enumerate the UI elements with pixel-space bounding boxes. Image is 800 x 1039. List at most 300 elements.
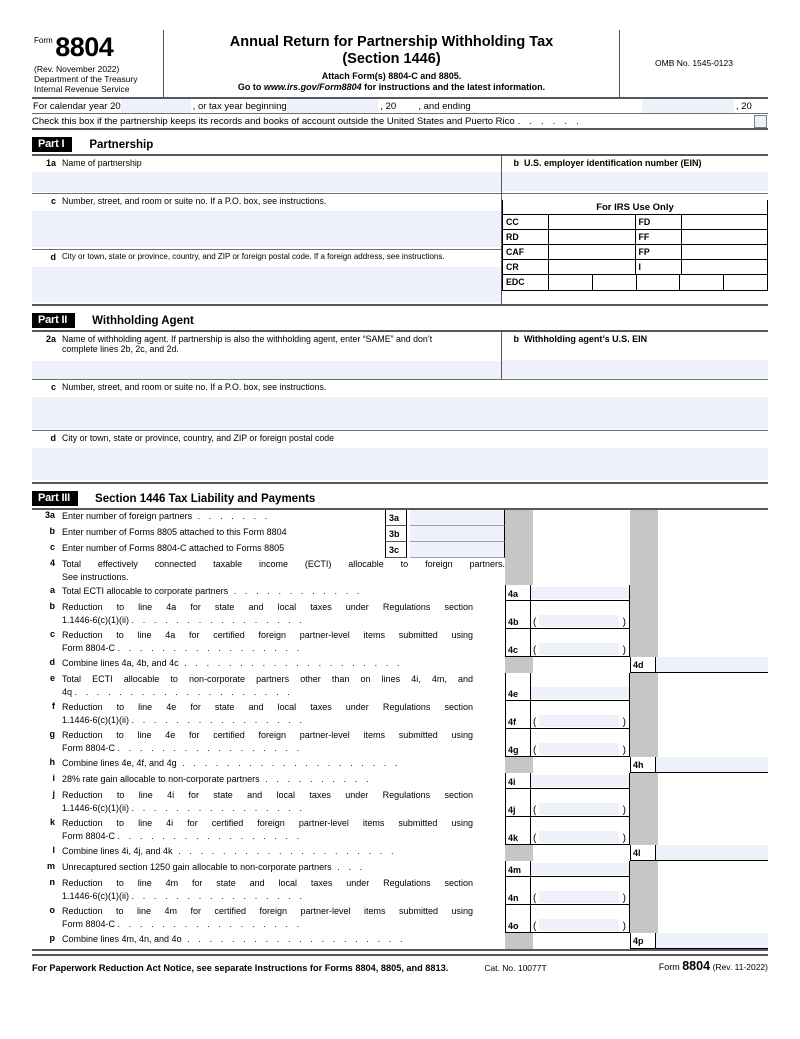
line-2c-number: c: [50, 382, 56, 393]
part-3-line-row: [32, 773, 768, 789]
paren-close: ): [622, 921, 626, 933]
part-3-line-row: [32, 701, 768, 729]
leader-dots: . . . . . . . . . . . . . . . . .: [117, 642, 303, 653]
part-3-line-row: [32, 877, 768, 905]
line-text: [62, 542, 385, 558]
line-1d-caption: City or town, state or province, country, and ZIP or foreign postal code. If a foreign address, see instructions.: [62, 252, 445, 262]
amount-cell: [531, 773, 630, 789]
amount-cell: [531, 729, 630, 757]
part-3-line-row: [32, 817, 768, 845]
line-description: [32, 933, 473, 949]
line-1c-input[interactable]: [32, 211, 501, 247]
form-header: [32, 30, 768, 99]
goto-note: [170, 82, 613, 92]
form-title-line-1: Annual Return for Partnership Withholding Tax: [229, 34, 554, 50]
part-1-header: [32, 137, 768, 152]
line-text: [62, 757, 473, 773]
omb-block: [620, 30, 768, 97]
line-description: [32, 629, 473, 657]
irs-row-edc: [503, 275, 767, 290]
line-1b-caption: U.S. employer identification number (EIN): [524, 158, 702, 169]
line-text: [62, 789, 473, 817]
leader-dots: . . . . . . . . . . . . . . . .: [131, 802, 306, 813]
irs-edc-cell[interactable]: [724, 275, 767, 290]
part-1-tag: Part I: [32, 137, 72, 152]
form-title-line-2: (Section 1446): [342, 50, 441, 67]
amount-cell: [531, 673, 630, 701]
paren-open: (: [533, 617, 537, 629]
part-1-left-column: [32, 156, 502, 304]
part-3-line-row: [32, 542, 768, 558]
part-3-header: [32, 491, 768, 506]
line-1c-number: c: [50, 196, 56, 207]
line-description: [32, 877, 473, 905]
line-text: [62, 773, 473, 789]
line-text: [62, 558, 505, 585]
paren-open: (: [533, 717, 537, 729]
amount-input[interactable]: [539, 743, 619, 755]
amount-line-label: 4j: [505, 789, 531, 817]
line-1b-input[interactable]: [502, 172, 768, 191]
amount-input[interactable]: [656, 845, 768, 861]
paren-open: (: [533, 921, 537, 933]
line-number: 3a: [44, 510, 55, 521]
irs-edc-cell[interactable]: [680, 275, 724, 290]
part-3-line-rows: [32, 510, 768, 949]
amount-line-label: 4f: [505, 701, 531, 729]
part-3-line-row: [32, 585, 768, 601]
begin-year-suffix: , 20: [380, 100, 397, 112]
amount-line-label: 4a: [505, 585, 531, 601]
form-number: 8804: [55, 32, 114, 62]
line-text: [62, 845, 473, 861]
part-2-title: Withholding Agent: [92, 314, 194, 327]
line-description: [32, 601, 473, 629]
irs-use-only-box: [502, 200, 768, 291]
form-footer: [32, 954, 768, 973]
line-number: d: [49, 657, 55, 668]
amount-input[interactable]: [410, 510, 505, 526]
attach-note: Attach Form(s) 8804-C and 8805.: [321, 71, 462, 82]
goto-prefix: Go to: [237, 82, 264, 93]
line-text-part: Combine lines 4e, 4f, and 4g: [62, 758, 177, 769]
line-number: c: [49, 629, 55, 640]
line-text-part: 1.1446-6(c)(1)(ii) . . . . . . . . . . . . . . . .: [62, 714, 306, 725]
amount-input[interactable]: [539, 615, 619, 627]
line-text-part: Total effectively connected taxable income (ECTI) allocable to foreign partners.: [62, 559, 505, 570]
dept-line-2: Internal Revenue Service: [34, 83, 130, 94]
line-description: [32, 657, 473, 673]
line-text-part: 1.1446-6(c)(1)(ii) . . . . . . . . . . . . . . . .: [62, 890, 306, 901]
irs-label-fd: FD: [636, 215, 682, 229]
amount-input[interactable]: [539, 643, 619, 655]
line-text-part: Form 8804-C . . . . . . . . . . . . . . . . .: [62, 642, 303, 653]
line-text: [62, 601, 473, 629]
line-description: [32, 729, 473, 757]
paren-close: ): [622, 833, 626, 845]
paperwork-notice: For Paperwork Reduction Act Notice, see separate Instructions for Forms 8804, 8805, and 8813.: [32, 963, 449, 974]
irs-label-edc: EDC: [503, 275, 549, 290]
line-text-part: Combine lines 4i, 4j, and 4k: [62, 846, 173, 857]
amount-line-label: 4g: [505, 729, 531, 757]
line-text: [62, 673, 473, 701]
line-text-part: Enter number of Forms 8804-C attached to Forms 8805: [62, 543, 285, 554]
tax-year-row: [32, 99, 768, 114]
amount-input[interactable]: [656, 757, 768, 773]
line-number: o: [49, 905, 55, 916]
goto-suffix: for instructions and the latest information.: [361, 82, 546, 93]
irs-edc-cell[interactable]: [593, 275, 637, 290]
paren-open: (: [533, 893, 537, 905]
line-number: g: [49, 729, 55, 740]
part-2-header: [32, 313, 768, 328]
part-1-table: [32, 154, 768, 306]
amount-line-label: 4k: [505, 817, 531, 845]
irs-input-i[interactable]: [682, 260, 768, 274]
line-number: e: [49, 673, 55, 684]
leader-dots: . . . . . . . . . . . . . . . .: [131, 714, 306, 725]
amount-line-label: 4d: [630, 657, 656, 673]
amount-input[interactable]: [539, 831, 619, 843]
line-description: [32, 585, 473, 601]
amount-input[interactable]: [539, 919, 619, 931]
footer-form-id: [659, 959, 768, 973]
amount-input[interactable]: [410, 526, 505, 542]
paren-open: (: [533, 745, 537, 757]
leader-dots: . . . . . . . . . . . . . . . .: [131, 614, 306, 625]
line-text-part: Form 8804-C . . . . . . . . . . . . . . . . .: [62, 742, 303, 753]
tax-year-ending-input[interactable]: [642, 99, 734, 113]
paren-close: ): [622, 617, 626, 629]
part-3-line-row: [32, 905, 768, 933]
line-text: [62, 729, 473, 757]
part-3-line-row: [32, 657, 768, 673]
amount-line-label: 4l: [630, 845, 656, 861]
line-2d-caption: City or town, state or province, country, and ZIP or foreign postal code: [62, 433, 335, 444]
line-text: [62, 861, 473, 877]
amount-line-label: 4b: [505, 601, 531, 629]
irs-input-caf[interactable]: [549, 245, 636, 259]
leader-dots: . . . . . . . . . . . . . . . . .: [117, 830, 303, 841]
line-2c-block: [32, 380, 768, 431]
irs-input-fp[interactable]: [682, 245, 768, 259]
part-1-title: Partnership: [89, 138, 154, 151]
end-year-suffix: , 20: [736, 100, 752, 112]
line-text-part: 4q . . . . . . . . . . . . . . . . . . . .: [62, 686, 293, 697]
line-2b-input[interactable]: [502, 360, 768, 378]
amount-line-label: 3b: [385, 526, 407, 542]
line-text-part: Unrecaptured section 1250 gain allocable to non-corporate partners: [62, 862, 332, 873]
line-number: c: [49, 542, 55, 553]
line-text-part: Reduction to line 4i for state and local taxes under Regulations section: [62, 790, 473, 801]
amount-input[interactable]: [531, 775, 629, 787]
goto-url[interactable]: www.irs.gov/Form8804: [263, 82, 362, 93]
calendar-year-input[interactable]: [121, 99, 191, 113]
line-2c-caption: Number, street, and room or suite no. If a P.O. box, see instructions.: [62, 382, 327, 393]
irs-label-ff: FF: [636, 230, 682, 244]
amount-line-label: 4c: [505, 629, 531, 657]
part-3-title: Section 1446 Tax Liability and Payments: [95, 492, 316, 505]
irs-label-fp: FP: [636, 245, 682, 259]
line-text-part: Total ECTI allocable to non-corporate partners other than on lines 4i, 4m, and: [62, 674, 473, 685]
amount-line-label: 4m: [505, 861, 531, 877]
amount-line-label: 4p: [630, 933, 656, 949]
line-2a-left: [32, 332, 502, 379]
line-text: [62, 510, 385, 526]
irs-input-cc[interactable]: [549, 215, 636, 229]
line-text: [62, 629, 473, 657]
part-3-line-row: [32, 629, 768, 657]
line-2d-block: [32, 431, 768, 482]
line-text: [62, 905, 473, 933]
part-3-line-row: [32, 757, 768, 773]
line-description: [32, 701, 473, 729]
amount-line-label: 3c: [385, 542, 407, 558]
paren-close: ): [622, 645, 626, 657]
amount-input[interactable]: [656, 933, 768, 949]
line-1a-block: [32, 156, 501, 194]
leader-dots: . . . . . . . . . . . . . . . . . . . .: [176, 758, 401, 769]
irs-label-rd: RD: [503, 230, 549, 244]
leader-dots: . . . . . . . . . . . . . . . . . . . .: [178, 658, 403, 669]
line-number: m: [46, 861, 55, 872]
line-number: p: [49, 933, 55, 944]
line-description: [32, 542, 385, 558]
line-description: [32, 845, 473, 861]
line-text-part: Reduction to line 4m for certified foreign partner-level items submitted using: [62, 906, 473, 917]
line-1b-number: b: [513, 158, 519, 169]
irs-edc-cell[interactable]: [549, 275, 593, 290]
amount-input[interactable]: [539, 803, 619, 815]
irs-row-cr-i: [503, 260, 767, 275]
line-text: [62, 585, 473, 601]
line-1d-number: d: [50, 252, 56, 263]
leader-dots: . . . . . . .: [192, 511, 271, 522]
irs-row-rd-ff: [503, 230, 767, 245]
leader-dots: . . . . . . . . . . . . . . . . . . . .: [181, 934, 406, 945]
line-number: j: [52, 789, 55, 800]
line-2a-number: 2a: [45, 334, 56, 345]
amount-input[interactable]: [410, 542, 505, 558]
tax-year-beginning-input[interactable]: [287, 99, 379, 113]
line-2b-caption: Withholding agent’s U.S. EIN: [524, 334, 648, 345]
header-form-identity: [32, 30, 164, 97]
line-text-part: Enter number of Forms 8805 attached to this Form 8804: [62, 527, 287, 538]
line-text-part: Form 8804-C . . . . . . . . . . . . . . . . .: [62, 830, 303, 841]
amount-cell: [531, 601, 630, 629]
amount-cell: [531, 861, 630, 877]
amount-line-label: 4e: [505, 673, 531, 701]
form-sheet: [32, 30, 768, 973]
paren-open: (: [533, 833, 537, 845]
omb-number: OMB No. 1545-0123: [655, 58, 733, 68]
irs-row-caf-fp: [503, 245, 767, 260]
paren-close: ): [622, 745, 626, 757]
line-description: [32, 510, 385, 526]
amount-line-label: 4n: [505, 877, 531, 905]
line-text-part: Form 8804-C . . . . . . . . . . . . . . . . .: [62, 918, 303, 929]
line-2a-caption-2: complete lines 2b, 2c, and 2d.: [62, 344, 179, 355]
leader-dots: . . . . . .: [517, 115, 582, 127]
line-text-part: Enter number of foreign partners: [62, 511, 193, 522]
dept-line-1: Department of the Treasury: [34, 74, 138, 84]
leader-dots: . . . . . . . . . . . . . . . . .: [117, 742, 303, 753]
line-text-part: Reduction to line 4e for state and local taxes under Regulations section: [62, 702, 473, 713]
line-number: i: [52, 773, 55, 784]
line-description: [32, 558, 505, 585]
line-2a-caption-1: Name of withholding agent. If partnership is also the withholding agent, enter “SAME” and don’t: [62, 334, 433, 345]
line-text-part: Combine lines 4a, 4b, and 4c: [62, 658, 179, 669]
part-3-line-row: [32, 933, 768, 949]
line-description: [32, 673, 473, 701]
line-description: [32, 905, 473, 933]
amount-input[interactable]: [539, 891, 619, 903]
paren-open: (: [533, 645, 537, 657]
amount-cell: [531, 789, 630, 817]
irs-row-cc-fd: [503, 215, 767, 230]
line-1d-input[interactable]: [32, 267, 501, 302]
irs-label-cr: CR: [503, 260, 549, 274]
line-text: [62, 877, 473, 905]
line-text: [62, 657, 473, 673]
part-3-line-row: [32, 601, 768, 629]
calendar-year-label: For calendar year 20: [33, 100, 121, 112]
line-1a-caption: Name of partnership: [62, 158, 142, 169]
line-text: [62, 933, 473, 949]
line-number: f: [52, 701, 55, 712]
line-text: [62, 701, 473, 729]
leader-dots: . . . . . . . . . .: [259, 774, 372, 785]
amount-input[interactable]: [656, 657, 768, 673]
amount-line-label: 3a: [385, 510, 407, 526]
line-description: [32, 817, 473, 845]
line-number: l: [52, 845, 55, 856]
paren-close: ): [622, 717, 626, 729]
irs-edc-cell[interactable]: [637, 275, 681, 290]
amount-input[interactable]: [539, 715, 619, 727]
tax-year-beginning-label: , or tax year beginning: [192, 100, 287, 112]
tax-year-ending-label: , and ending: [418, 100, 471, 112]
line-text-part: Reduction to line 4a for state and local taxes under Regulations section: [62, 602, 473, 613]
line-text-part: Reduction to line 4e for certified foreign partner-level items submitted using: [62, 730, 473, 741]
amount-cell: [531, 877, 630, 905]
irs-input-rd[interactable]: [549, 230, 636, 244]
foreign-records-checkbox[interactable]: [754, 115, 767, 128]
amount-input[interactable]: [531, 587, 629, 599]
line-text-part: Reduction to line 4a for certified foreign partner-level items submitted using: [62, 630, 473, 641]
line-2c-input[interactable]: [32, 397, 768, 429]
line-number: 4: [49, 558, 55, 569]
line-text-part: 1.1446-6(c)(1)(ii) . . . . . . . . . . . . . . . .: [62, 802, 306, 813]
line-text-part: Total ECTI allocable to corporate partners: [62, 586, 229, 597]
footer-form-number: 8804: [682, 959, 711, 974]
line-2b-number: b: [513, 334, 519, 345]
footer-form-label: Form: [658, 962, 680, 973]
part-2-table: [32, 330, 768, 484]
leader-dots: . . . . . . . . . . . . . . . . . . . .: [172, 846, 397, 857]
part-1-right-column: [502, 156, 768, 304]
line-number: b: [49, 526, 55, 537]
paren-close: ): [622, 805, 626, 817]
paren-close: ): [622, 893, 626, 905]
line-text-part: 1.1446-6(c)(1)(ii) . . . . . . . . . . . . . . . .: [62, 614, 306, 625]
leader-dots: . . . . . . . . . . . .: [228, 586, 363, 597]
line-2b-block: [502, 332, 768, 379]
header-title-block: [164, 30, 620, 97]
irs-input-cr[interactable]: [549, 260, 636, 274]
line-1c-block: [32, 194, 501, 250]
line-text-part: See instructions.: [62, 571, 129, 582]
part-2-tag: Part II: [32, 313, 75, 328]
line-text-part: Reduction to line 4m for state and local taxes under Regulations section: [62, 878, 473, 889]
part-3-line-row: [32, 510, 768, 526]
line-text-part: Reduction to line 4i for certified foreign partner-level items submitted using: [62, 818, 473, 829]
line-2d-number: d: [50, 433, 56, 444]
line-2a-block: [32, 332, 768, 380]
leader-dots: . . .: [331, 862, 366, 873]
amount-input[interactable]: [531, 863, 629, 875]
line-description: [32, 757, 473, 773]
line-2d-input[interactable]: [32, 448, 768, 480]
leader-dots: . . . . . . . . . . . . . . . . .: [117, 918, 303, 929]
amount-input[interactable]: [531, 687, 629, 699]
paren-open: (: [533, 805, 537, 817]
part-3-tag: Part III: [32, 491, 78, 506]
irs-input-fd[interactable]: [682, 215, 768, 229]
amount-line-label: 4h: [630, 757, 656, 773]
part-3-line-row: [32, 861, 768, 877]
line-text-part: Combine lines 4m, 4n, and 4o: [62, 934, 182, 945]
part-3-table: [32, 508, 768, 951]
irs-label-i: I: [636, 260, 682, 274]
part-3-line-row: [32, 558, 768, 585]
irs-use-only-title: For IRS Use Only: [503, 200, 767, 215]
amount-cell: [531, 701, 630, 729]
line-text: [62, 526, 385, 542]
foreign-records-label: Check this box if the partnership keeps its records and books of account outside the United States and Puerto Rico: [32, 115, 515, 127]
part-3-line-row: [32, 729, 768, 757]
line-number: n: [49, 877, 55, 888]
line-number: b: [49, 601, 55, 612]
amount-cell: [531, 905, 630, 933]
line-text-part: 28% rate gain allocable to non-corporate partners: [62, 774, 260, 785]
line-number: h: [49, 757, 55, 768]
part-3-line-row: [32, 526, 768, 542]
line-number: a: [49, 585, 55, 596]
amount-line-label: 4i: [505, 773, 531, 789]
line-description: [32, 861, 473, 877]
line-number: k: [49, 817, 55, 828]
part-3-line-row: [32, 845, 768, 861]
leader-dots: . . . . . . . . . . . . . . . . . . . .: [74, 686, 293, 697]
amount-line-label: 4o: [505, 905, 531, 933]
line-description: [32, 526, 385, 542]
line-1c-caption: Number, street, and room or suite no. If a P.O. box, see instructions.: [62, 196, 327, 207]
line-text: [62, 817, 473, 845]
amount-cell: [531, 629, 630, 657]
line-description: [32, 789, 473, 817]
line-1d-block: [32, 250, 501, 304]
catalog-number: Cat. No. 10077T: [484, 963, 547, 974]
form-revision: (Rev. November 2022): [34, 64, 120, 74]
line-description: [32, 773, 473, 789]
footer-form-rev: (Rev. 11-2022): [712, 962, 768, 973]
line-1a-input[interactable]: [32, 172, 501, 192]
amount-cell: [531, 585, 630, 601]
irs-input-ff[interactable]: [682, 230, 768, 244]
line-2a-input[interactable]: [32, 361, 501, 379]
foreign-records-checkbox-row: [32, 114, 768, 130]
